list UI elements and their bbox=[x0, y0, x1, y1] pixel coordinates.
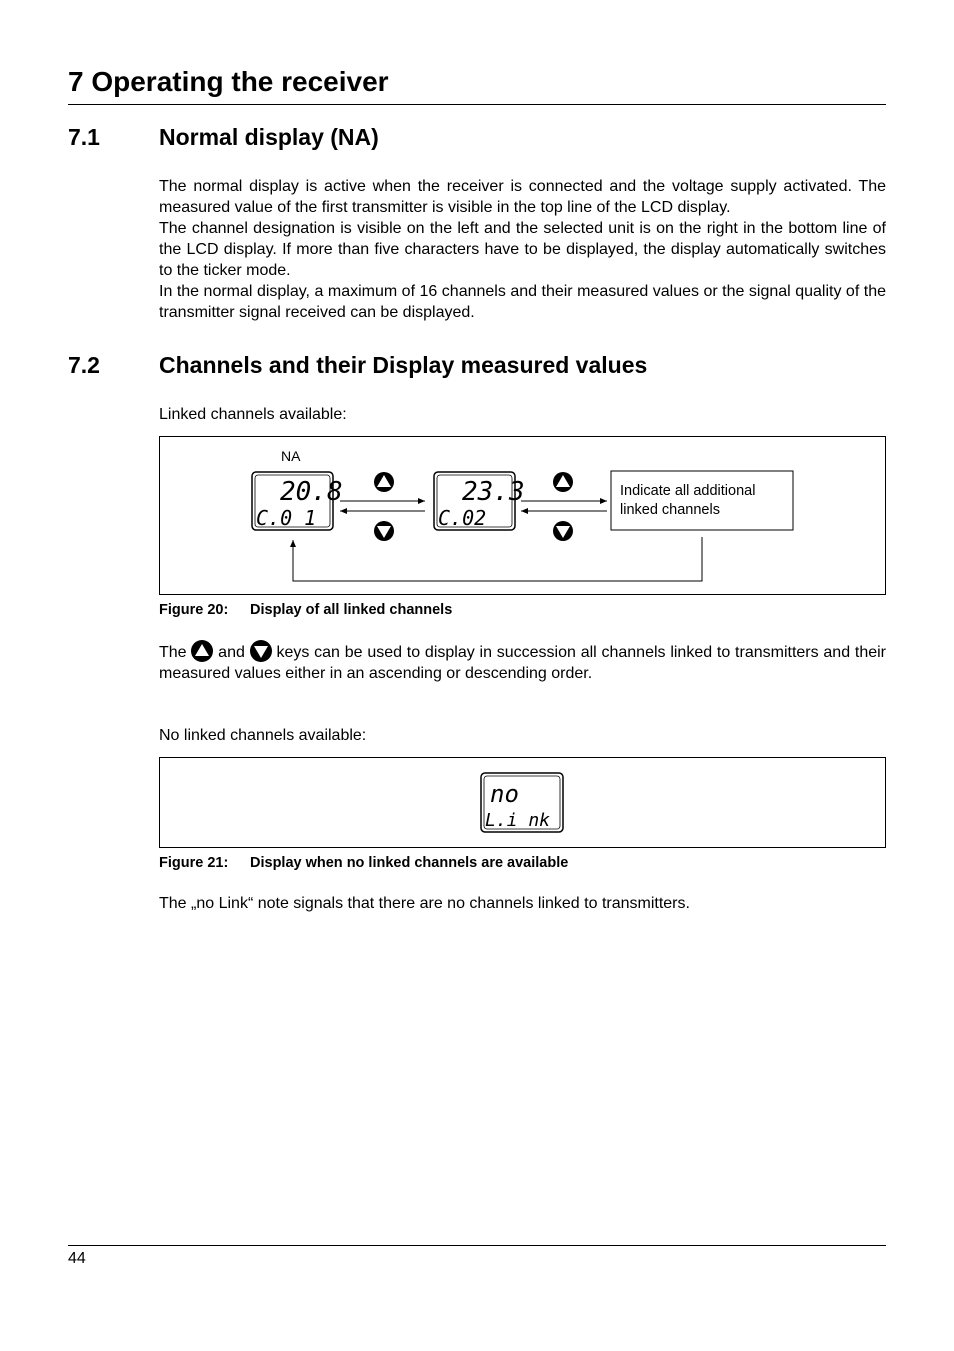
section-number-7-1: 7.1 bbox=[68, 124, 100, 150]
na-label: NA bbox=[281, 448, 301, 464]
up-key-icon bbox=[191, 640, 213, 662]
text-post: keys can be used to display in succession all channels linked to transmitters and their measured values either in an ascending or descending order. bbox=[159, 644, 887, 682]
lcd-display-1 bbox=[252, 472, 343, 530]
closing-paragraph: The „no Link“ note signals that there are no channels linked to transmitters. bbox=[159, 895, 690, 912]
footer-rule bbox=[68, 1245, 886, 1246]
lcd-2-channel: C.02 bbox=[438, 506, 487, 530]
lcd-display-nolink bbox=[481, 773, 563, 832]
lcd-2-value: 23.3 bbox=[462, 477, 525, 507]
section-7-1-body bbox=[159, 176, 886, 323]
figure-20-caption bbox=[159, 602, 452, 618]
no-link-diagram bbox=[160, 758, 885, 847]
page-number: 44 bbox=[68, 1250, 86, 1267]
caption-text: Display of all linked channels bbox=[250, 602, 453, 618]
lcd-1-channel: C.0 1 bbox=[256, 506, 317, 530]
caption-number: Figure 20: bbox=[159, 602, 229, 618]
return-arrow bbox=[293, 537, 702, 581]
text-mid: and bbox=[218, 644, 245, 661]
lcd-1-value: 20.8 bbox=[280, 477, 343, 507]
down-key-icon bbox=[250, 640, 272, 662]
up-key-icon bbox=[374, 472, 394, 492]
lcd-nolink-bottom: L.i nk bbox=[485, 810, 551, 831]
lcd-display-2 bbox=[434, 472, 525, 530]
keys-paragraph bbox=[159, 640, 886, 684]
down-key-icon bbox=[374, 521, 394, 541]
paragraph bbox=[159, 640, 886, 684]
paragraph: The channel designation is visible on the left and the selected unit is on the right in the bottom line of the LCD display. If more than five characters have to be displayed, the display automatically switches to the ticker mode. bbox=[159, 220, 886, 279]
text-pre: The bbox=[159, 644, 187, 661]
heading-rule bbox=[68, 104, 886, 105]
note-text: Indicate all additional linked channels bbox=[620, 483, 756, 518]
figure-21 bbox=[159, 757, 886, 848]
figure-20 bbox=[159, 436, 886, 595]
section-title-7-1: Normal display (NA) bbox=[159, 124, 379, 150]
down-key-icon bbox=[553, 521, 573, 541]
paragraph: The normal display is active when the receiver is connected and the voltage supply activated. The measured value of the first transmitter is visible in the top line of the LCD display. bbox=[159, 178, 886, 216]
lcd-nolink-top: no bbox=[490, 780, 519, 808]
up-key-icon bbox=[553, 472, 573, 492]
figure-21-caption bbox=[159, 855, 568, 871]
caption-text: Display when no linked channels are available bbox=[250, 855, 569, 871]
paragraph: In the normal display, a maximum of 16 channels and their measured values or the signal quality of the transmitter signal received can be displayed. bbox=[159, 283, 886, 321]
linked-intro: Linked channels available: bbox=[159, 406, 347, 423]
caption-number: Figure 21: bbox=[159, 855, 229, 871]
chapter-title: 7 Operating the receiver bbox=[68, 66, 389, 97]
section-title-7-2: Channels and their Display measured values bbox=[159, 352, 648, 378]
section-number-7-2: 7.2 bbox=[68, 352, 100, 378]
nolink-intro: No linked channels available: bbox=[159, 727, 367, 744]
